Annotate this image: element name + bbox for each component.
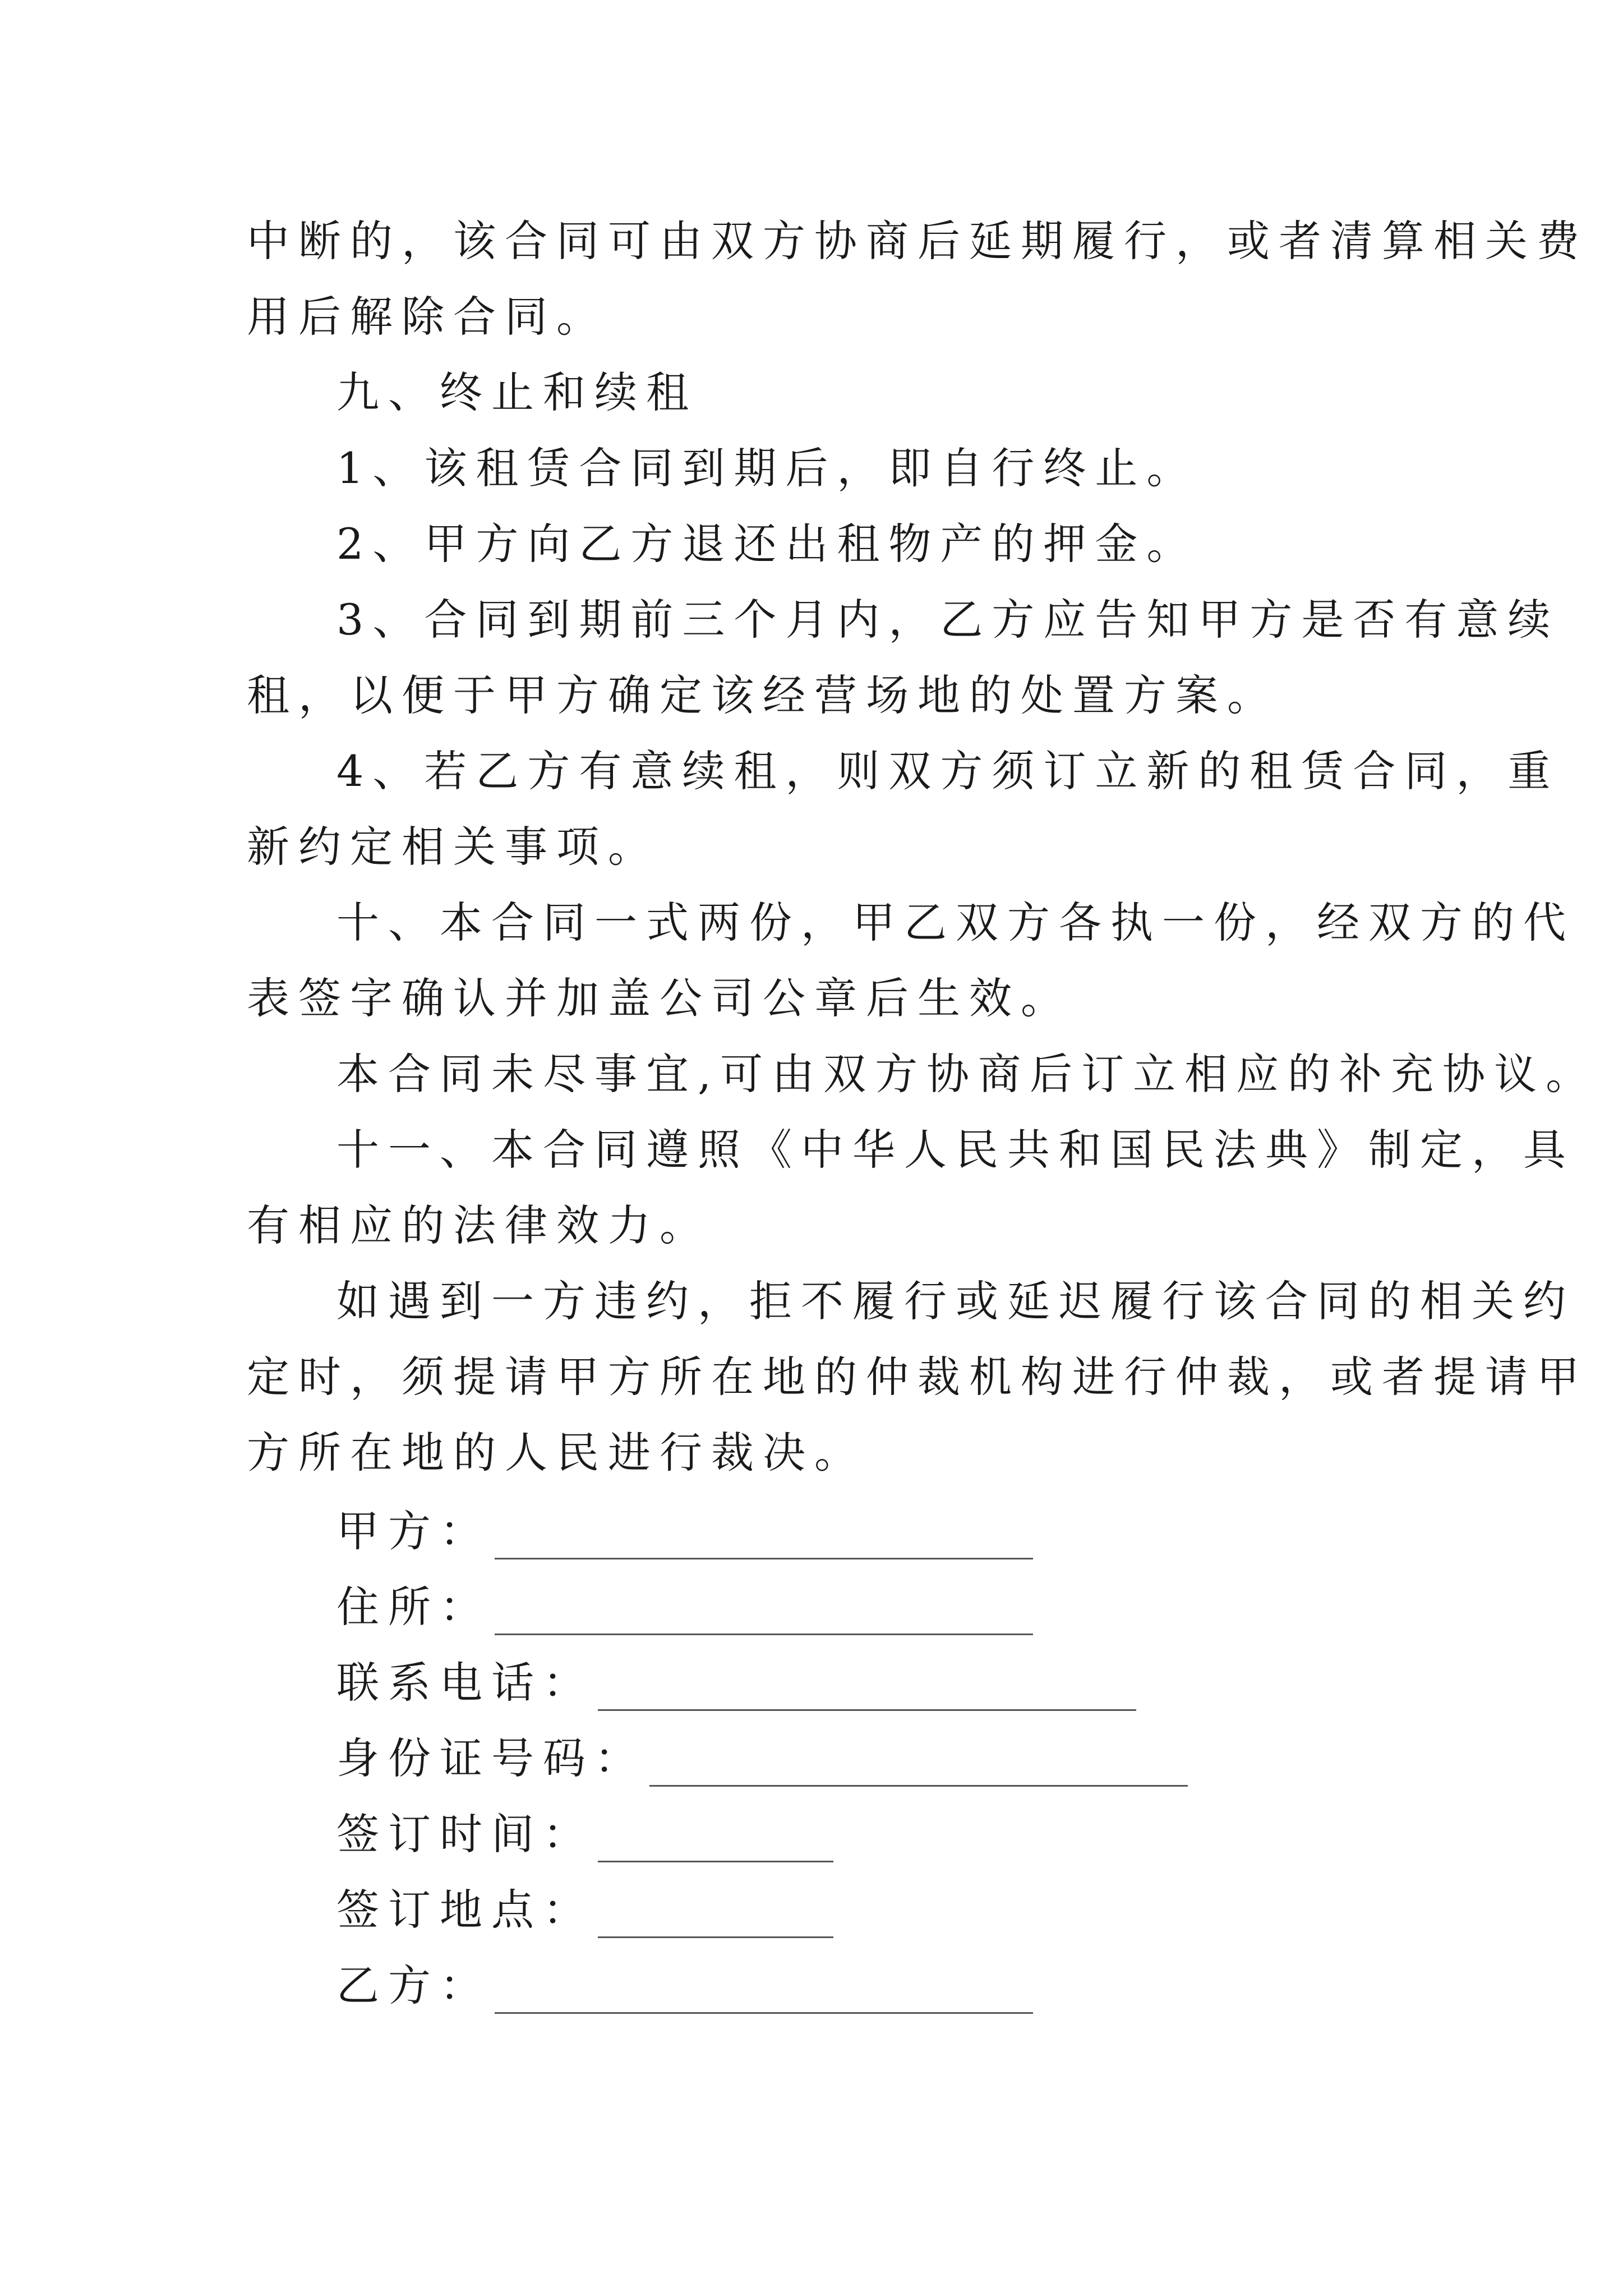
sign-place-label: 签订地点： [336,1885,594,1935]
paragraph-line: 用后解除合同。 [247,292,608,342]
paragraph-line: 2、甲方向乙方退还出租物产的押金。 [336,519,1198,569]
paragraph-line: 4、若乙方有意续租，则双方须订立新的租赁合同，重 [336,746,1560,796]
paragraph-line: 如遇到一方违约，拒不履行或延迟履行该合同的相关约 [336,1276,1575,1326]
id-number-field [336,1731,1188,1787]
party-b-blank[interactable] [495,1968,1033,2014]
paragraph-line: 表签字确认并加盖公司公章后生效。 [247,973,1072,1023]
section-heading: 九、终止和续租 [336,367,698,417]
address-label: 住所： [336,1582,491,1632]
sign-place-field [336,1882,833,1938]
paragraph-line: 中断的，该合同可由双方协商后延期履行，或者清算相关费 [247,216,1588,266]
address-field [336,1579,1033,1635]
paragraph-line: 1、该租赁合同到期后，即自行终止。 [336,443,1198,493]
paragraph-line: 有相应的法律效力。 [247,1200,711,1250]
party-b-field [336,1958,1033,2014]
paragraph-line: 新约定相关事项。 [247,822,660,872]
party-a-blank[interactable] [495,1514,1033,1559]
phone-field [336,1655,1136,1711]
sign-date-blank[interactable] [598,1817,833,1862]
sign-date-field [336,1806,833,1862]
paragraph-line: 3、合同到期前三个月内，乙方应告知甲方是否有意续 [336,595,1560,645]
sign-date-label: 签订时间： [336,1809,594,1859]
paragraph-line: 定时，须提请甲方所在地的仲裁机构进行仲裁，或者提请甲 [247,1352,1588,1402]
phone-label: 联系电话： [336,1658,594,1708]
party-a-field [336,1503,1033,1559]
phone-blank[interactable] [598,1665,1136,1711]
paragraph-line: 十、本合同一式两份，甲乙双方各执一份，经双方的代 [336,898,1575,947]
sign-place-blank[interactable] [598,1893,833,1938]
paragraph-line: 租，以便于甲方确定该经营场地的处置方案。 [247,670,1279,720]
party-a-label: 甲方： [336,1506,491,1556]
party-b-label: 乙方： [336,1961,491,2010]
paragraph-line: 方所在地的人民进行裁决。 [247,1428,866,1478]
paragraph-line: 本合同未尽事宜,可由双方协商后订立相应的补充协议。 [336,1049,1598,1099]
address-blank[interactable] [495,1590,1033,1635]
id-number-blank[interactable] [649,1741,1188,1787]
paragraph-line: 十一、本合同遵照《中华人民共和国民法典》制定，具 [336,1125,1575,1175]
id-number-label: 身份证号码： [336,1733,646,1783]
